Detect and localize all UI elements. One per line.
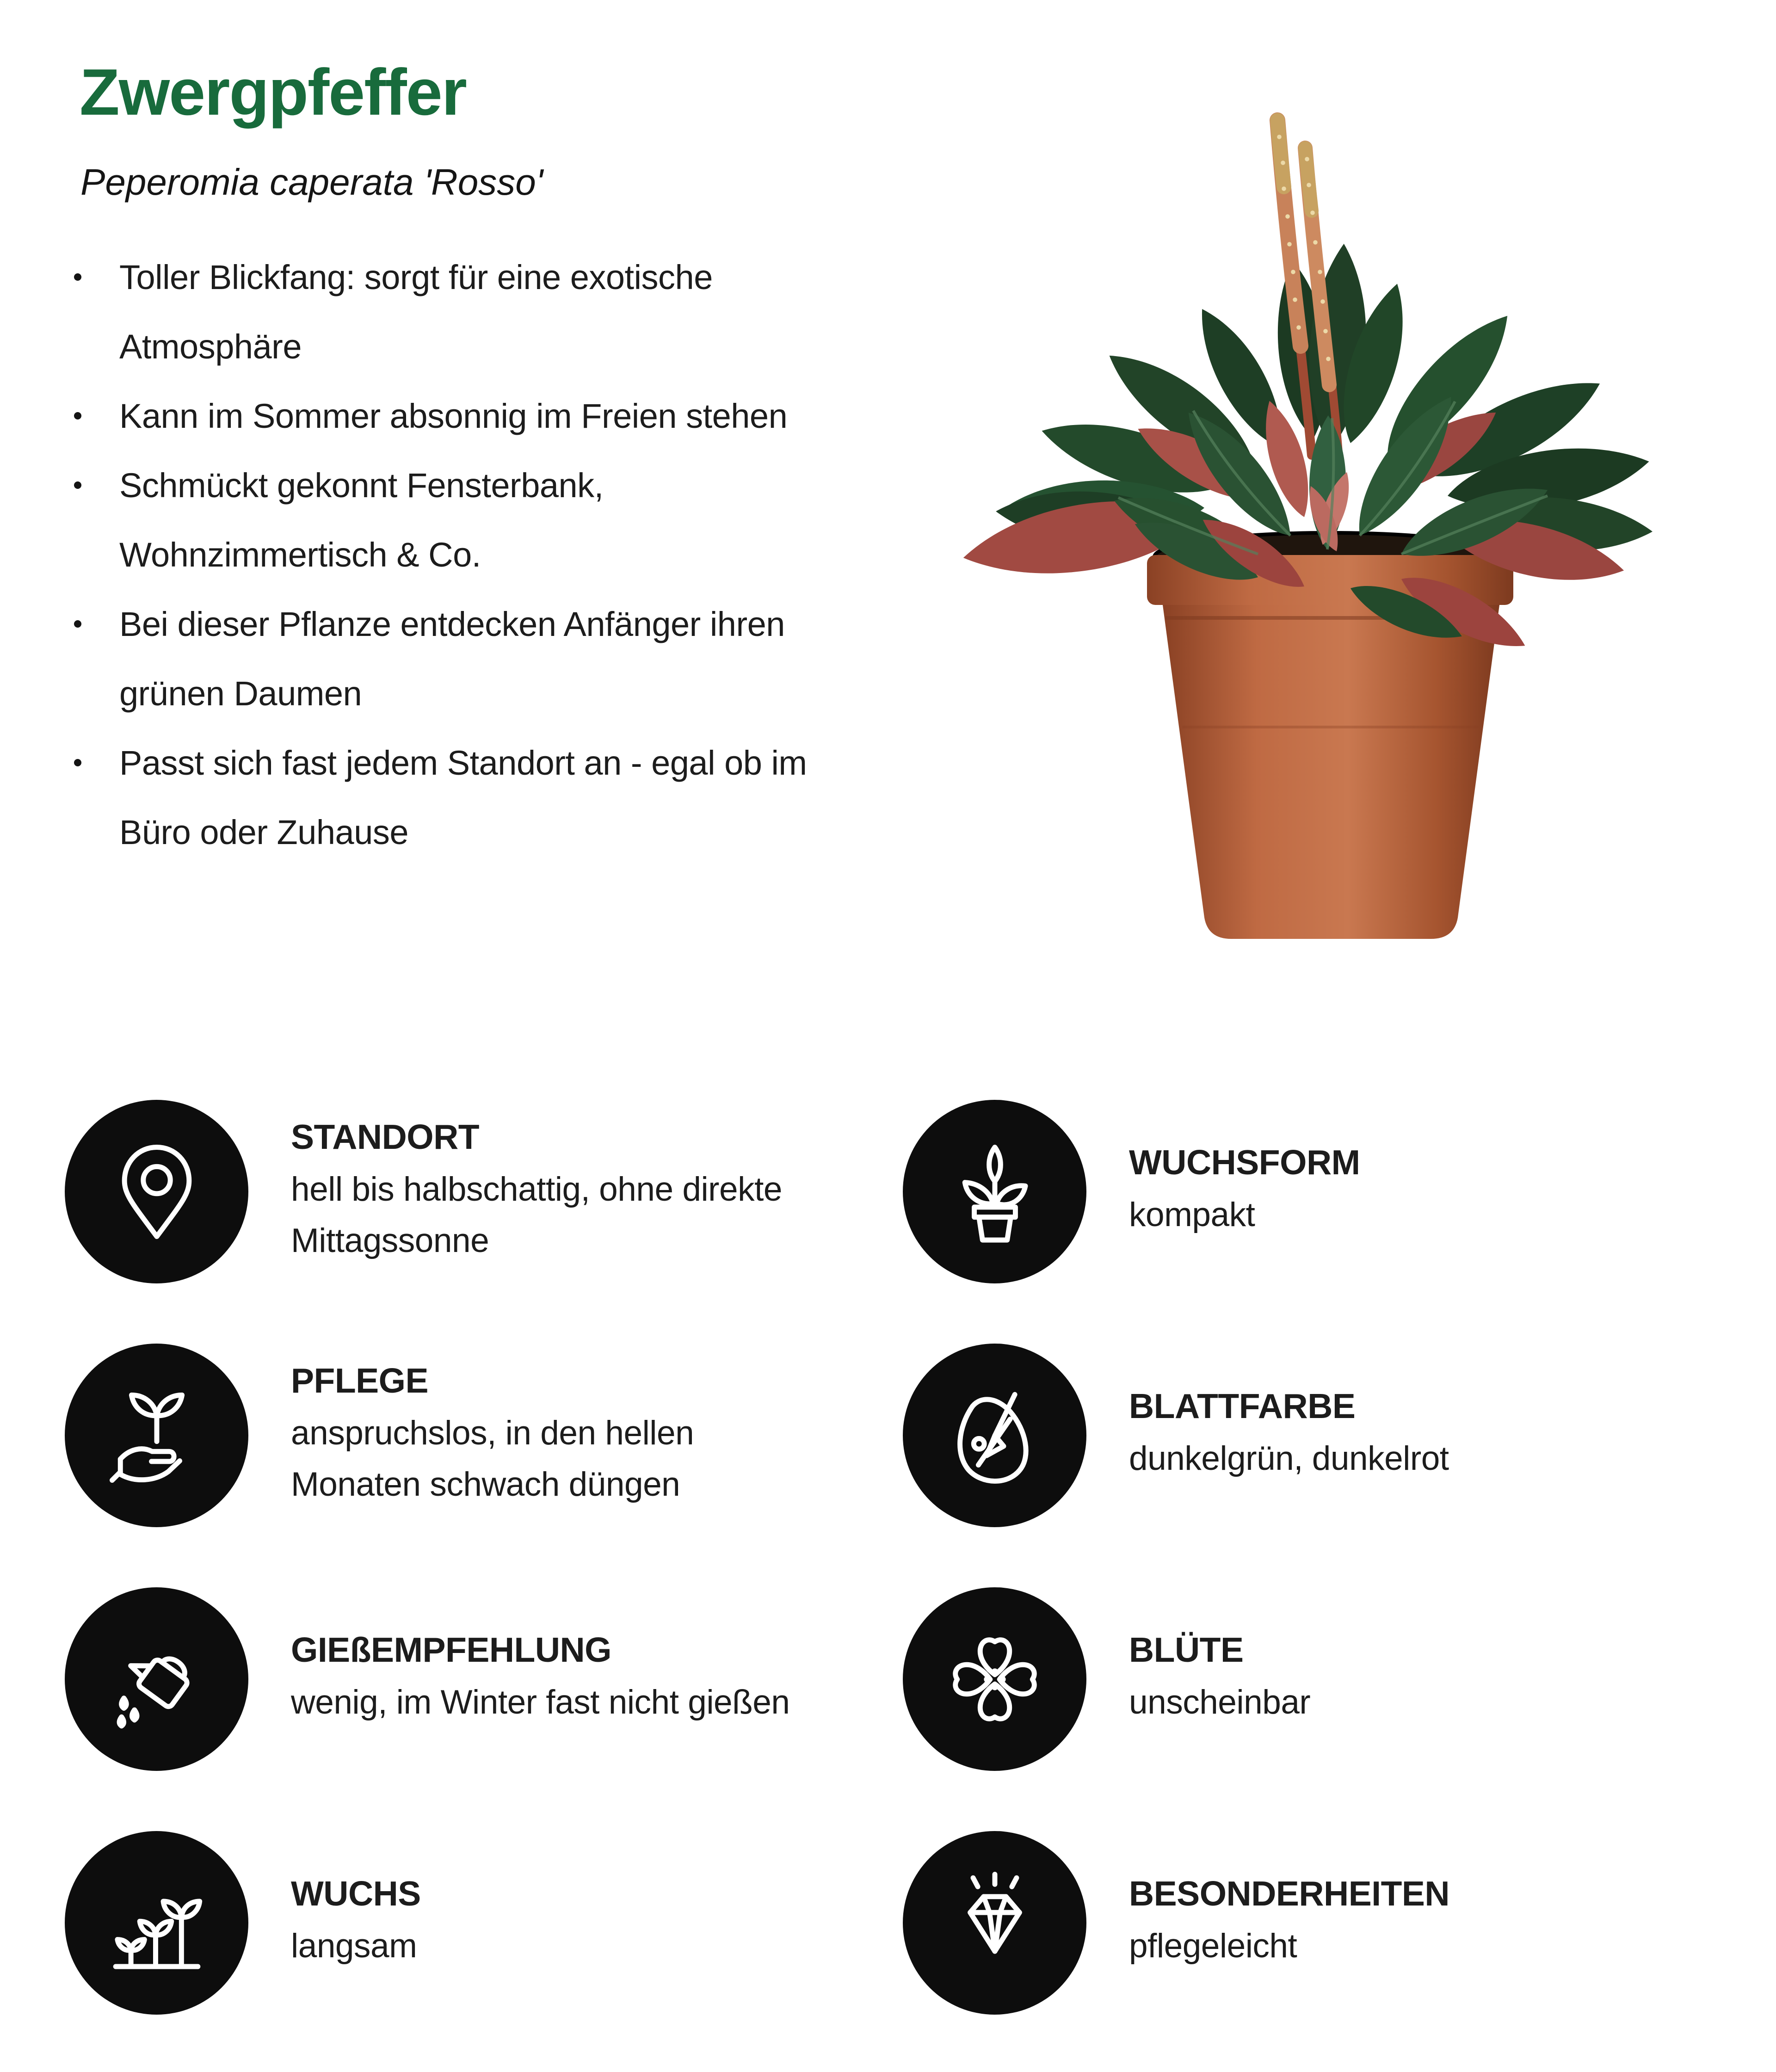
- header: [80, 55, 543, 204]
- feature-value: dunkelgrün, dunkelrot: [1129, 1440, 1449, 1478]
- feature-bullet-list: [69, 243, 809, 867]
- page-title: Zwergpfeffer: [80, 56, 466, 129]
- feature-value: anspruchslos, in den hellen Monaten schwach düngen: [291, 1414, 694, 1503]
- feature-wuchs: [65, 1831, 903, 2015]
- bullet-dot-icon: [74, 759, 81, 766]
- feature-value: wenig, im Winter fast nicht gießen: [291, 1684, 790, 1721]
- bullet-text: Passt sich fast jedem Standort an - egal ob im Büro oder Zuhause: [119, 744, 807, 851]
- feature-value: kompakt: [1129, 1196, 1255, 1234]
- list-item: [69, 451, 809, 590]
- bullet-text: Bei dieser Pflanze entdecken Anfänger ihren grünen Daumen: [119, 605, 785, 713]
- feature-value: pflegeleicht: [1129, 1927, 1297, 1965]
- feature-standort: [65, 1100, 903, 1283]
- feature-label: PFLEGE: [291, 1361, 429, 1400]
- feature-bluete: [903, 1587, 1711, 1771]
- feature-label: WUCHS: [291, 1874, 421, 1913]
- feature-wuchsform: [903, 1100, 1711, 1283]
- feature-label: GIEßEMPFEHLUNG: [291, 1630, 612, 1670]
- list-item: [69, 728, 809, 867]
- feature-label: BESONDERHEITEN: [1129, 1874, 1450, 1913]
- leaf-brush-icon: [903, 1344, 1086, 1527]
- bullet-text: Schmückt gekonnt Fensterbank, Wohnzimmertisch & Co.: [119, 466, 604, 574]
- feature-label: STANDORT: [291, 1117, 480, 1156]
- list-item: [69, 243, 809, 382]
- feature-value: hell bis halbschattig, ohne direkte Mittagssonne: [291, 1170, 782, 1259]
- peperomia-rosso-illustration: [870, 41, 1758, 1067]
- attributes-grid: [65, 1100, 1711, 2015]
- bullet-dot-icon: [74, 412, 81, 419]
- plant-photo: [870, 41, 1758, 1067]
- list-item: [69, 382, 809, 451]
- feature-label: BLÜTE: [1129, 1630, 1244, 1670]
- bullet-text: Toller Blickfang: sorgt für eine exotische Atmosphäre: [119, 258, 713, 366]
- feature-giessempfehlung: [65, 1587, 903, 1771]
- bullet-text: Kann im Sommer absonnig im Freien stehen: [119, 397, 788, 435]
- bullet-dot-icon: [74, 273, 81, 281]
- bullet-dot-icon: [74, 620, 81, 628]
- bullet-dot-icon: [74, 481, 81, 489]
- diamond-icon: [903, 1831, 1086, 2015]
- feature-label: WUCHSFORM: [1129, 1143, 1360, 1182]
- botanical-name: Peperomia caperata 'Rosso': [80, 161, 543, 203]
- feature-besonderheiten: [903, 1831, 1711, 2015]
- watering-can-icon: [65, 1587, 248, 1771]
- hand-sprout-icon: [65, 1344, 248, 1527]
- feature-value: langsam: [291, 1927, 417, 1965]
- feature-value: unscheinbar: [1129, 1684, 1311, 1721]
- potted-plant-icon: [903, 1100, 1086, 1283]
- feature-label: BLATTFARBE: [1129, 1387, 1356, 1426]
- list-item: [69, 590, 809, 728]
- flower-icon: [903, 1587, 1086, 1771]
- feature-blattfarbe: [903, 1344, 1711, 1527]
- location-pin-icon: [65, 1100, 248, 1283]
- growing-sprouts-icon: [65, 1831, 248, 2015]
- feature-pflege: [65, 1344, 903, 1527]
